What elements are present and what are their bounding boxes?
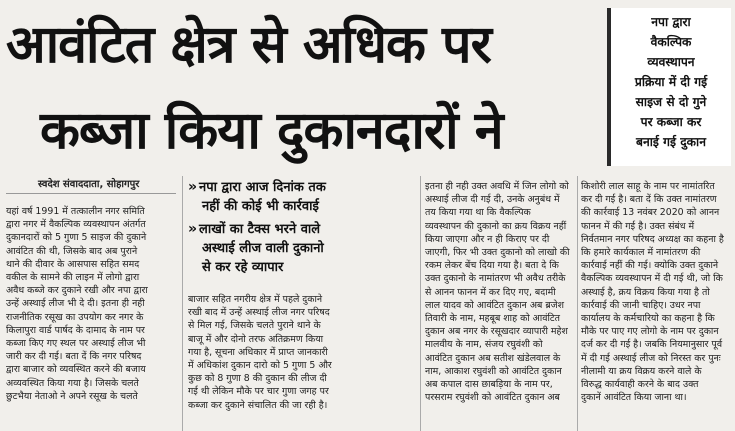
text-line: में दी गई अस्थाई लीज को निरस्त कर पुनः xyxy=(581,352,721,364)
column-divider xyxy=(420,176,421,431)
text-line: लाल यादव को आवंटित दुकान अब ब्रजेश xyxy=(425,299,565,311)
text-line: छुटभैया नेताओ ने अपने रसूख के चलते xyxy=(6,390,138,402)
text-line: नीलामी या क्रय विक्रय करने वाले के xyxy=(581,365,702,377)
text-line: जारी कर दी गई। बता दें कि नगर परिषद xyxy=(6,351,142,363)
text-line: वकील के सामने की लाइन में लोगो द्वारा xyxy=(6,272,140,284)
text-line: वैकल्पिक व्यवस्थापन में दी गई थी, जो कि xyxy=(581,273,723,285)
text-line: किलापुरा वार्ड पार्षद के दामाद के नाम पर xyxy=(6,324,145,336)
text-line: कार्यालय के कर्मचारियो का कहना है कि xyxy=(581,313,715,325)
text-line: कब्जा किए गए स्थल पर अस्थाई लीज भी xyxy=(6,338,146,350)
summary-line: साइज से दो गुने xyxy=(635,95,707,109)
article-column-2 xyxy=(188,293,416,431)
headline-line-1: आवंटित क्षेत्र से अधिक पर xyxy=(6,15,491,75)
text-line: दुकानदारों को 5 गुणा 5 साइज की दुकाने xyxy=(6,232,147,244)
text-line: इतना ही नही उक्त अवधि में जिन लोगो को xyxy=(425,181,569,192)
article-column-4 xyxy=(581,180,731,431)
summary-line: वैकल्पिक xyxy=(650,35,692,49)
text-line: कुछ को 8 गुणा 8 की दुकान की लीज दी xyxy=(188,373,327,385)
text-line: उक्त दुकानो के नामांतरण भी अवैध तरीके xyxy=(425,273,566,285)
text-line: तय किया गया था कि वैकल्पिक xyxy=(425,207,531,219)
text-line: दर्ज कर दी गई है। जबकि नियमानुसार पूर्व xyxy=(581,339,723,351)
text-line: द्वारा नगर में वैकल्पिक व्यवस्थापन अंतर्गत xyxy=(6,219,146,231)
text-line: जाएगी, फिर भी उक्त दुकानो को लाखो की xyxy=(425,247,570,259)
pullquote-2 xyxy=(188,220,420,277)
text-line: रखी बाद में उन्हें अस्थाई लीज नगर परिषद xyxy=(188,307,330,319)
text-line: गई थी लेकिन मौके पर चार गुणा जगह पर xyxy=(188,386,329,398)
text-line: द्वारा बाजार को व्यवस्थित करने की बजाय xyxy=(6,364,146,376)
text-line: किया जाएगा और न ही किराए पर दी xyxy=(425,233,550,245)
byline-divider xyxy=(6,193,176,194)
column-divider xyxy=(182,176,183,431)
summary-box xyxy=(607,8,731,166)
text-line: अस्थाई लीज दी गई दी, उनके अनुबंध में xyxy=(425,194,560,206)
text-line: बाजू में और दोनो तरफ अतिक्रमण किया xyxy=(188,333,324,345)
text-line: विरुद्ध कार्यवाही करने के बाद उक्त xyxy=(581,379,699,391)
pullquote-1 xyxy=(188,178,420,216)
text-line: अब कपाल दास छाबड़िया के नाम पर, xyxy=(425,379,553,391)
text-line: थाने की दीवार के आसपास सहित समद xyxy=(6,258,140,270)
text-line: मालवीय के नाम, संजय रघुवंशी को xyxy=(425,339,543,351)
text-line: कार्रवाई नहीं की गई। क्योकि उक्त दुकाने xyxy=(581,260,719,272)
text-line: अव्यवस्थित किया गया है। जिसके चलते xyxy=(6,377,139,389)
text-line: कि हमारे कार्यकाल में नामांतरण की xyxy=(581,247,701,259)
summary-line: प्रक्रिया में दी गई xyxy=(634,75,708,89)
text-line: किशोरी लाल साहू के नाम पर नामांतरित xyxy=(581,181,715,192)
text-line: तिवारी के नाम, महबूब शाह को आवंटित xyxy=(425,313,560,325)
text-line: यहां वर्ष 1991 में तत्कालीन नगर समिति xyxy=(6,206,145,217)
text-line: अस्थाई है, क्रय विक्रय किया गया है तो xyxy=(581,286,710,298)
summary-line: बनाई गई दुकान xyxy=(636,135,706,149)
pullquote-line: से कर रहे व्यापार xyxy=(202,260,284,275)
text-line: आवंटित दुकान अब सतीश खंडेलवाल के xyxy=(425,352,561,364)
article-column-3 xyxy=(425,180,573,431)
pullquote-line: नपा द्वारा आज दिनांक तक xyxy=(199,180,326,195)
text-line: बाजार सहित नगरीय क्षेत्र में पहले दुकाने xyxy=(188,294,323,305)
text-line: से आनन फानन में कर दिए गए, बदामी xyxy=(425,286,556,298)
text-line: नाम, आकाश रघुवंशी को आवंटित दुकान xyxy=(425,365,562,377)
text-line: कार्रवाई की जानी चाहिए। उधर नपा xyxy=(581,299,701,311)
bullet-icon: » xyxy=(188,179,198,195)
text-line: कब्जा कर दुकाने संचालित की जा रही है। xyxy=(188,399,328,411)
text-line: दुकान अब नगर के रसूखदार व्यापारी महेश xyxy=(425,326,568,338)
headline-line-2: कब्जा किया दुकानदारों ने xyxy=(40,101,503,161)
summary-line: नपा द्वारा xyxy=(651,15,691,29)
text-line: परसराम रघुवंशी को आवंटित दुकान अब xyxy=(425,392,560,404)
text-line: मौके पर पाए गए लोगो के नाम पर दुकान xyxy=(581,326,719,338)
text-line: दुकानें आवंटित किया जाना था। xyxy=(581,392,687,404)
summary-line: व्यवस्थापन xyxy=(647,55,695,69)
text-line: की कार्रवाई 13 नवंबर 2020 को आनन xyxy=(581,207,720,219)
text-line: राजनीतिक रसूख का उपयोग कर नगर के xyxy=(6,311,144,323)
byline: स्वदेश संवाददाता, सोहागपुर xyxy=(38,179,140,190)
text-line: निर्वतमान नगर परिषद अध्यक्ष का कहना है xyxy=(581,233,724,245)
text-line: रकम लेकर बेंच दिया गया है। बता दे कि xyxy=(425,260,559,272)
pullquote-line: अस्थाई लीज वाली दुकानो xyxy=(202,241,324,256)
column-divider xyxy=(577,176,578,431)
text-line: आवंटित की थी, जिसके बाद अब पुराने xyxy=(6,245,138,257)
text-line: में अधिकांश दुकान दारो को 5 गुणा 5 और xyxy=(188,360,332,372)
text-line: व्यवस्थापन की दुकानो का क्रय विक्रय नहीं xyxy=(425,220,567,232)
text-line: गया है, सूचना अधिकार में प्राप्त जानकारी xyxy=(188,346,328,358)
bullet-icon: » xyxy=(188,221,198,237)
article-column-1 xyxy=(6,205,178,431)
pullquote-line: लाखों का टैक्स भरने वाले xyxy=(199,222,321,237)
text-line: से मिल गई, जिसके चलते पुराने थाने के xyxy=(188,320,321,332)
summary-line: पर कब्जा कर xyxy=(640,115,702,129)
text-line: अवैध कब्जे कर दुकाने रखी और नपा द्वारा xyxy=(6,285,148,297)
text-line: कर दी गई है। बता दें कि उक्त नामांतरण xyxy=(581,194,717,206)
text-line: उन्हें अस्थाई लीज भी दे दी। इतना ही नही xyxy=(6,298,145,310)
pullquote-line: नहीं की कोई भी कार्रवाई xyxy=(202,199,319,214)
text-line: फानन में की गई है। उक्त संबंध में xyxy=(581,220,695,232)
